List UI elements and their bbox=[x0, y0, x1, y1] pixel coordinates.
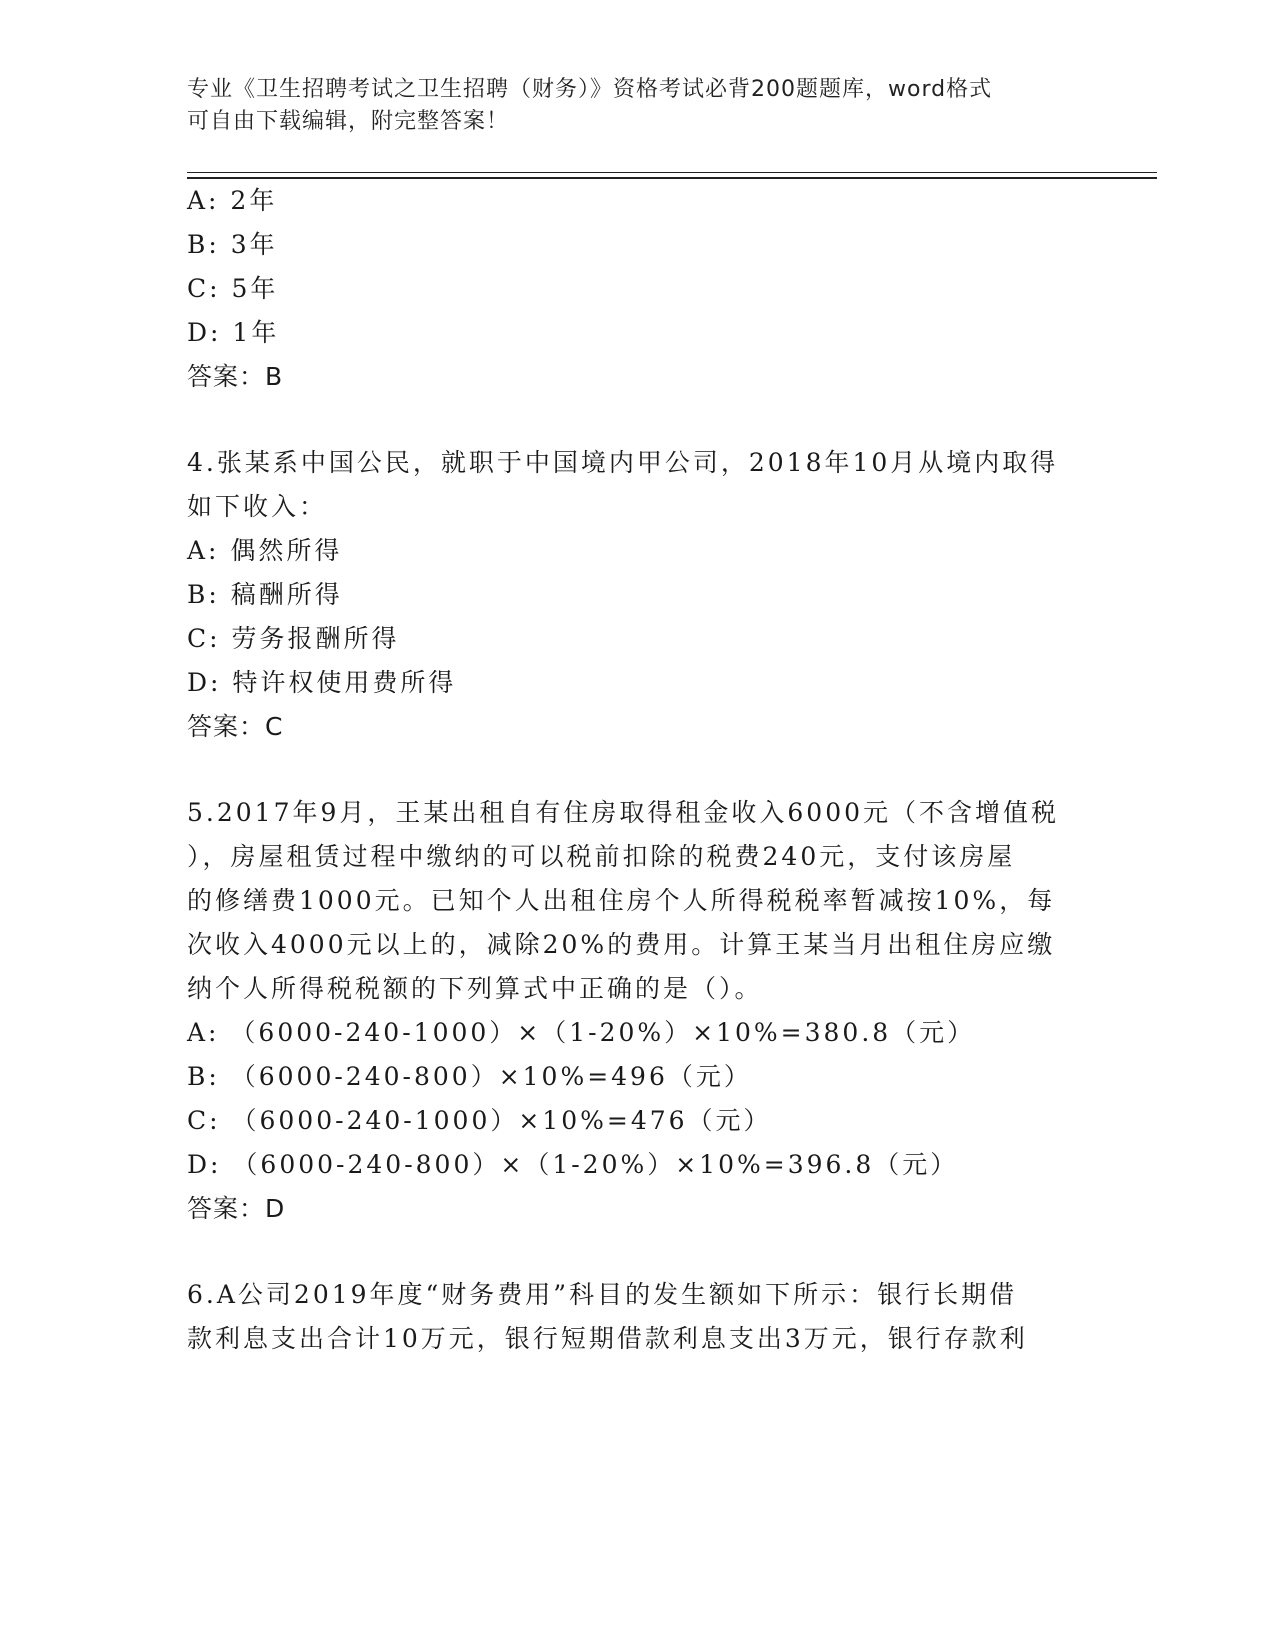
q4-option-d: D: 特许权使用费所得 bbox=[187, 668, 457, 697]
q6-stem-line-1: 6.A公司2019年度“财务费用”科目的发生额如下所示：银行长期借 bbox=[187, 1280, 1018, 1309]
q4-stem-line-2: 如下收入： bbox=[187, 492, 328, 521]
q5-stem-line-1: 5.2017年9月，王某出租自有住房取得租金收入6000元（不含增值税 bbox=[187, 798, 1060, 827]
q4-option-c: C: 劳务报酬所得 bbox=[187, 624, 400, 653]
header-divider-thin bbox=[187, 172, 1157, 173]
q5-stem-line-4: 次收入4000元以上的，减除20%的费用。计算王某当月出租住房应缴 bbox=[187, 930, 1056, 959]
q3-answer: 答案：B bbox=[187, 362, 284, 391]
q5-option-c: C: （6000-240-1000）×10%=476（元） bbox=[187, 1106, 772, 1135]
q3-option-b: B: 3年 bbox=[187, 230, 278, 259]
q5-stem-line-5: 纳个人所得税税额的下列算式中正确的是（）。 bbox=[187, 974, 763, 1003]
q4-option-a: A: 偶然所得 bbox=[187, 536, 343, 565]
q3-option-d: D: 1年 bbox=[187, 318, 280, 347]
q4-answer: 答案：C bbox=[187, 712, 284, 741]
q5-stem-line-3: 的修缮费1000元。已知个人出租住房个人所得税税率暂减按10%，每 bbox=[187, 886, 1056, 915]
header-divider-thick bbox=[187, 177, 1157, 179]
q4-stem-line-1: 4.张某系中国公民，就职于中国境内甲公司，2018年10月从境内取得 bbox=[187, 448, 1059, 477]
q5-option-d: D: （6000-240-800）×（1-20%）×10%=396.8（元） bbox=[187, 1150, 959, 1179]
q3-option-c: C: 5年 bbox=[187, 274, 279, 303]
document-header bbox=[187, 74, 1067, 138]
q4-option-b: B: 稿酬所得 bbox=[187, 580, 343, 609]
q5-option-b: B: （6000-240-800）×10%=496（元） bbox=[187, 1062, 752, 1091]
q5-answer: 答案：D bbox=[187, 1194, 286, 1223]
q5-option-a: A: （6000-240-1000）×（1-20%）×10%=380.8（元） bbox=[187, 1018, 976, 1047]
header-title-line-1: 专业《卫生招聘考试之卫生招聘（财务）》资格考试必背200题题库，word格式 bbox=[187, 77, 993, 102]
q6-stem-line-2: 款利息支出合计10万元，银行短期借款利息支出3万元，银行存款利 bbox=[187, 1324, 1028, 1353]
q5-stem-line-2: ），房屋租赁过程中缴纳的可以税前扣除的税费240元，支付该房屋 bbox=[187, 842, 1016, 871]
header-title-line-2: 可自由下载编辑，附完整答案！ bbox=[187, 109, 510, 134]
q3-option-a: A: 2年 bbox=[187, 186, 278, 215]
